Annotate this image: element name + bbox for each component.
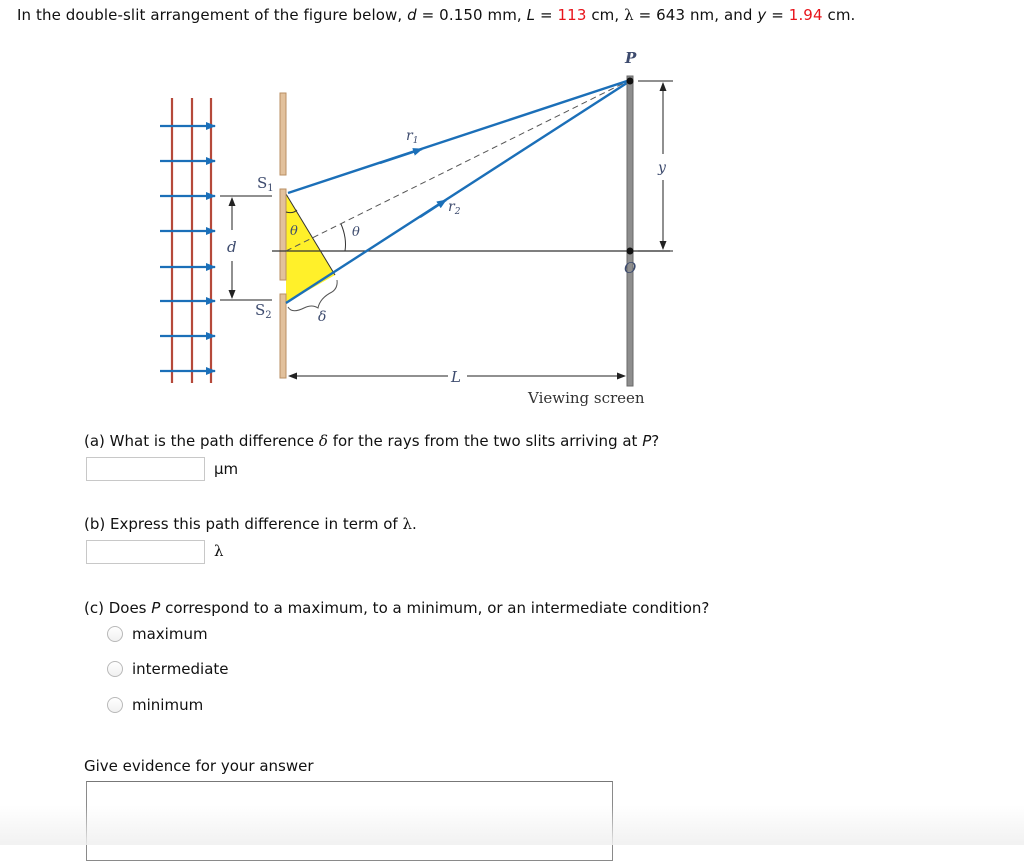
label-L: L	[451, 368, 461, 386]
L-unit: cm,	[586, 6, 625, 24]
var-d: d	[407, 6, 417, 24]
label-viewing-screen: Viewing screen	[528, 389, 645, 407]
label-S2: $S_2$	[255, 301, 272, 321]
option-label-maximum: maximum	[132, 625, 208, 643]
qa-prefix: (a) What is the path difference	[84, 432, 319, 450]
qc-point: P	[151, 599, 161, 617]
label-r1: $r_1$	[406, 128, 419, 146]
qb-prefix: (b) Express this path difference in term of	[84, 515, 403, 533]
radio-maximum[interactable]	[107, 626, 123, 642]
d-value: = 0.150 mm,	[416, 6, 527, 24]
radio-intermediate[interactable]	[107, 661, 123, 677]
point-O	[627, 248, 634, 255]
label-delta: δ	[318, 309, 327, 325]
question-b	[84, 515, 417, 533]
qc-suffix: correspond to a maximum, to a minimum, or an intermediate condition?	[160, 599, 710, 617]
y-dimension	[638, 81, 673, 251]
lambda-value: = 643 nm, and	[633, 6, 758, 24]
point-P	[627, 78, 634, 85]
question-c	[84, 599, 709, 617]
radio-minimum[interactable]	[107, 697, 123, 713]
label-P: P	[625, 49, 637, 67]
question-a	[84, 432, 659, 450]
option-minimum[interactable]	[107, 696, 203, 714]
incident-rays	[160, 126, 215, 371]
label-theta-outer: θ	[352, 225, 360, 240]
qa-middle: for the rays from the two slits arriving at	[327, 432, 643, 450]
unit-lambda: λ	[214, 542, 224, 560]
evidence-textarea[interactable]	[86, 781, 613, 861]
wavelength-multiple-input[interactable]	[86, 540, 205, 564]
option-label-intermediate: intermediate	[132, 660, 229, 678]
qa-suffix: ?	[651, 432, 660, 450]
qb-suffix: .	[412, 515, 417, 533]
qc-prefix: (c) Does	[84, 599, 152, 617]
wavefronts	[172, 98, 211, 383]
ray-r2	[286, 81, 630, 303]
qa-delta-symbol: δ	[318, 432, 328, 450]
label-r2: $r_2$	[448, 199, 461, 217]
label-O: O	[624, 259, 637, 277]
var-L: L	[526, 6, 536, 24]
label-y: y	[658, 160, 666, 176]
intro-text: In the double-slit arrangement of the figure below,	[17, 6, 408, 24]
problem-statement	[17, 6, 855, 24]
option-maximum[interactable]	[107, 625, 208, 643]
ray-r1	[288, 80, 630, 193]
viewing-screen	[627, 76, 633, 386]
double-slit-diagram	[140, 46, 700, 416]
center-ray	[286, 81, 628, 251]
y-value: 1.94	[788, 6, 823, 24]
evidence-label: Give evidence for your answer	[84, 757, 314, 775]
slit-barrier	[280, 93, 286, 378]
y-unit: cm.	[822, 6, 856, 24]
option-label-minimum: minimum	[132, 696, 204, 714]
label-S1: $S_1$	[257, 174, 274, 194]
double-slit-figure	[140, 46, 700, 416]
y-eq: =	[766, 6, 789, 24]
path-difference-input[interactable]	[86, 457, 205, 481]
label-d: d	[227, 238, 237, 256]
label-theta-inner: θ	[290, 224, 298, 239]
var-y: y	[757, 6, 767, 24]
L-eq: =	[535, 6, 558, 24]
qa-point: P	[642, 432, 652, 450]
L-value: 113	[557, 6, 587, 24]
option-intermediate[interactable]	[107, 660, 229, 678]
qb-lambda-symbol: λ	[402, 515, 412, 533]
unit-micrometer: µm	[214, 460, 239, 478]
var-lambda: λ	[624, 6, 634, 24]
